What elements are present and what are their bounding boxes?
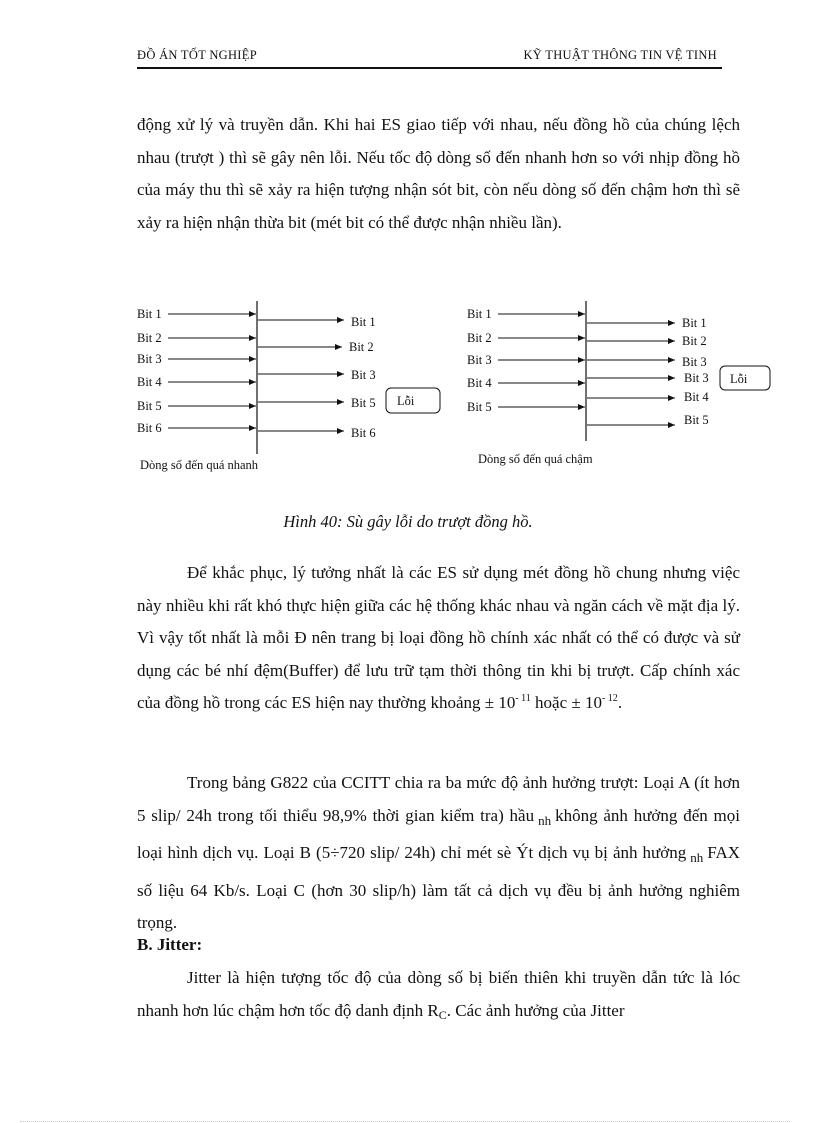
slow-output-label: Bit 2 xyxy=(682,334,707,348)
fast-error-label: Lỗi xyxy=(397,394,415,408)
page-header xyxy=(137,48,717,68)
fast-input-label: Bit 5 xyxy=(137,399,162,413)
paragraph-4-text: Jitter là hiện tượng tốc độ của dòng số bị biến thiên khi truyền dẫn tức là lóc nhanh hơn lúc chậm hơn tốc độ danh định R xyxy=(137,968,740,1020)
paragraph-3-part1: Trong bảng G822 của CCITT chia ra ba mức độ ảnh hưởng trượt: Loại A (ít hơn 5 slip/ 24h trong tối thiểu 98,9% thời gian kiểm tra) hầu xyxy=(137,773,740,825)
header-left-title: ĐỒ ÁN TỐT NGHIỆP xyxy=(137,48,257,62)
slow-error-label: Lỗi xyxy=(730,372,748,386)
slow-output-label: Bit 4 xyxy=(684,390,709,404)
fast-output-label: Bit 6 xyxy=(351,426,376,440)
nh-fragment-2: nh xyxy=(690,850,704,865)
slow-output-label: Bit 3 xyxy=(682,355,707,369)
slow-input-label: Bit 4 xyxy=(467,376,492,390)
paragraph-3-part2: không ảnh hưởng đến mọi loại hình dịch vụ. Loại B (5÷720 slip/ 24h) chỉ mét sè Ýt dịch vụ bị ảnh hưởng xyxy=(137,805,740,862)
slip-figure xyxy=(130,296,790,481)
paragraph-4-end: . Các ảnh hưởng của Jitter xyxy=(446,1000,625,1020)
paragraph-3 xyxy=(137,767,740,940)
fast-output-label: Bit 3 xyxy=(351,368,376,382)
nh-fragment-1: nh xyxy=(538,812,552,828)
slow-input-label: Bit 3 xyxy=(467,353,492,367)
paragraph-3-part3: FAX số liệu 64 Kb/s. Loại C (hơn 30 slip/h) làm tất cả dịch vụ đều bị ảnh hưởng nghiêm trọng. xyxy=(137,843,740,932)
slow-output-label: Bit 3 xyxy=(684,371,709,385)
rc-subscript: C xyxy=(438,1007,447,1022)
fast-output-label: Bit 2 xyxy=(349,340,374,354)
fast-input-label: Bit 3 xyxy=(137,352,162,366)
header-rule xyxy=(137,67,722,69)
fast-stream-caption: Dòng số đến quá nhanh xyxy=(140,458,259,472)
paragraph-2-end: . xyxy=(617,693,623,712)
section-b-heading: B. Jitter: xyxy=(137,935,203,954)
fast-input-label: Bit 4 xyxy=(137,375,162,389)
slow-input-label: Bit 5 xyxy=(467,400,492,414)
paragraph-1: động xử lý và truyền dẫn. Khi hai ES giao tiếp với nhau, nếu đồng hồ của chúng lệch nhau (trượt ) thì sẽ gây nên lỗi. Nếu tốc độ dòng số đến nhanh hơn so với nhịp đồng hồ của máy thu thì sẽ xảy ra hiện tượng nhận sót bit, còn nếu dòng số đến chậm hơn thì sẽ xảy ra hiện nhận thừa bit (mét bit có thể được nhận nhiều lần). xyxy=(137,115,740,232)
figure-caption: Hình 40: Sù gây lỗi do trượt đồng hồ. xyxy=(283,512,533,531)
paragraph-4 xyxy=(137,962,740,1027)
fast-output-label: Bit 5 xyxy=(351,396,376,410)
page-bottom-dotted-line xyxy=(20,1121,790,1122)
slow-output-label: Bit 1 xyxy=(682,316,707,330)
paragraph-2-text: Để khắc phục, lý tưởng nhất là các ES sử dụng mét đồng hồ chung nhưng việc này nhiều khi rất khó thực hiện giữa các hệ thống khác nhau và ngăn cách về mặt địa lý. Vì vậy tốt nhất là mỗi Đ nên trang bị loại đồng hồ chính xác nhất có thể có được và sử dụng các bé nhí đệm(Buffer) để lưu trữ tạm thời thông tin khi bị trượt. Cấp chính xác của đồng hồ trong các ES hiện nay thường khoảng ± 10 xyxy=(137,563,740,712)
paragraph-2-mid: hoặc ± 10 xyxy=(530,693,602,712)
fast-input-label: Bit 1 xyxy=(137,307,162,321)
slow-stream-diagram xyxy=(467,301,770,466)
fast-input-label: Bit 6 xyxy=(137,421,162,435)
exponent-2: - 12 xyxy=(601,693,618,704)
exponent-1: - 11 xyxy=(515,693,531,704)
header-right-title: KỸ THUẬT THÔNG TIN VỆ TINH xyxy=(523,48,717,62)
slow-output-label: Bit 5 xyxy=(684,413,709,427)
fast-output-label: Bit 1 xyxy=(351,315,376,329)
paragraph-2 xyxy=(137,557,740,720)
slow-input-label: Bit 1 xyxy=(467,307,492,321)
fast-input-label: Bit 2 xyxy=(137,331,162,345)
fast-stream-diagram xyxy=(137,301,440,472)
slow-input-label: Bit 2 xyxy=(467,331,492,345)
slow-stream-caption: Dòng số đến quá chậm xyxy=(478,452,593,466)
